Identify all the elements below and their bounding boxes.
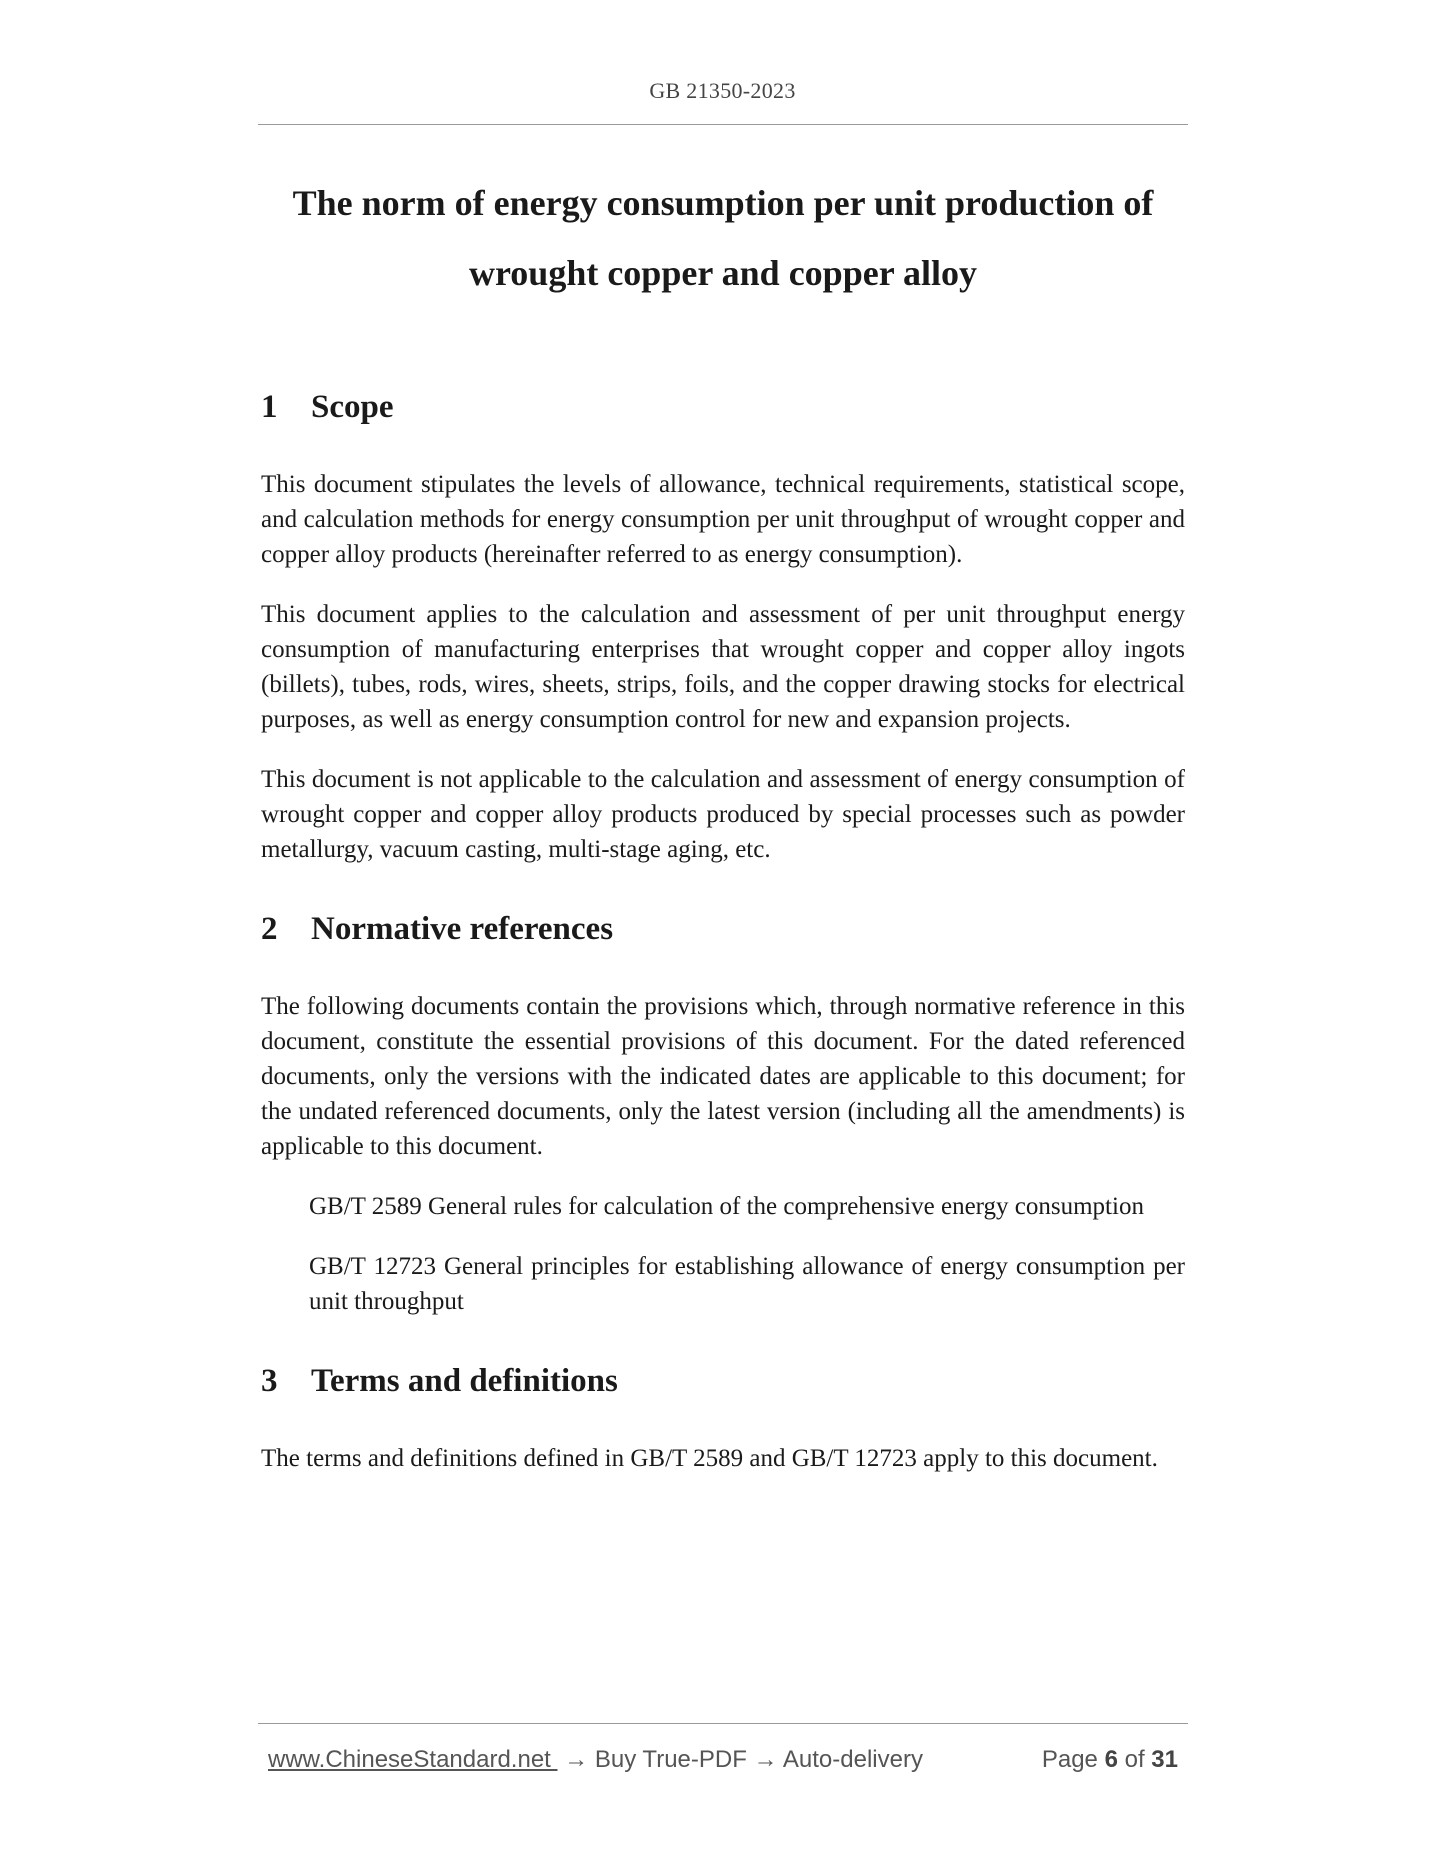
header-divider	[258, 124, 1188, 125]
terms-paragraph: The terms and definitions defined in GB/T 2589 and GB/T 12723 apply to this document.	[261, 1445, 1158, 1472]
section-title: Scope	[311, 389, 394, 425]
reference-item: GB/T 12723 General principles for establishing allowance of energy consumption per unit throughput	[309, 1253, 1185, 1315]
total-pages: 31	[1151, 1746, 1178, 1773]
page-number	[1042, 1746, 1178, 1774]
footer-divider	[258, 1723, 1188, 1724]
arrow-right-icon: →	[746, 1746, 783, 1773]
of-label: of	[1124, 1746, 1145, 1773]
document-body	[261, 376, 1185, 1476]
auto-delivery-text: Auto-delivery	[782, 1746, 923, 1773]
footer-promo	[268, 1746, 923, 1774]
section-title: Terms and definitions	[311, 1363, 618, 1399]
website-link[interactable]: www.ChineseStandard.net	[268, 1746, 558, 1773]
page-label: Page	[1041, 1746, 1098, 1773]
section-number: 3	[261, 1363, 278, 1399]
scope-paragraph-2: This document applies to the calculation and assessment of per unit throughput energy consumption of manufacturing enterprises that wrought copper and copper alloy ingots (billets), tubes, rods, wires, sheets, strips, foils, and the copper drawing stocks for electrical purposes, as well as energy consumption control for new and expansion projects.	[261, 601, 1185, 733]
reference-item: GB/T 2589 General rules for calculation of the comprehensive energy consumption	[309, 1193, 1144, 1220]
section-title: Normative references	[311, 911, 614, 947]
section-heading-terms-and-definitions	[261, 1350, 1185, 1412]
running-header: GB 21350-2023	[649, 78, 796, 103]
arrow-right-icon: →	[557, 1746, 595, 1773]
page-footer	[268, 1746, 1178, 1774]
current-page: 6	[1104, 1746, 1118, 1773]
buy-true-pdf-text: Buy True-PDF	[594, 1746, 747, 1773]
references-intro-paragraph: The following documents contain the provisions which, through normative reference in this document, constitute the essential provisions of this document. For the dated referenced documents, only the versions with the indicated dates are applicable to this document; for the undated referenced documents, only the latest version (including all the amendments) is applicable to this document.	[261, 993, 1185, 1160]
title-line-1: The norm of energy consumption per unit production of	[292, 183, 1154, 223]
section-number: 2	[261, 911, 278, 947]
section-heading-normative-references	[261, 898, 1185, 960]
document-title	[258, 168, 1188, 308]
title-line-2: wrought copper and copper alloy	[468, 253, 978, 293]
section-number: 1	[261, 389, 278, 425]
scope-paragraph-1: This document stipulates the levels of allowance, technical requirements, statistical scope, and calculation methods for energy consumption per unit throughput of wrought copper and copper alloy products (hereinafter referred to as energy consumption).	[261, 471, 1185, 568]
section-heading-scope	[261, 376, 1185, 438]
scope-paragraph-3: This document is not applicable to the calculation and assessment of energy consumption of wrought copper and copper alloy products produced by special processes such as powder metallurgy, vacuum casting, multi-stage aging, etc.	[261, 766, 1185, 863]
